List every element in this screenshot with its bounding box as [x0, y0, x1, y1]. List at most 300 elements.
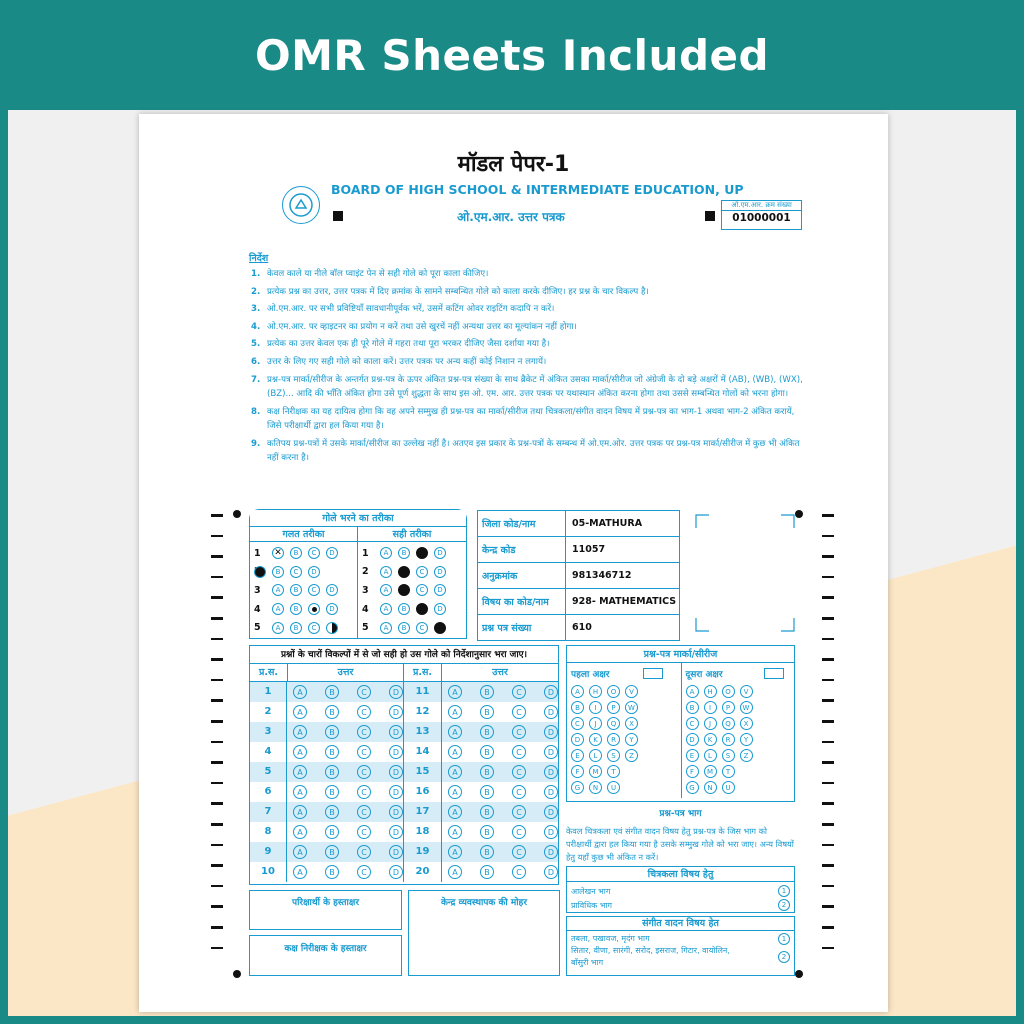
series-bubble[interactable]: X: [625, 717, 638, 730]
drawing-item: [571, 884, 790, 898]
series-bubble[interactable]: C: [686, 717, 699, 730]
question-number: 17: [404, 802, 442, 822]
answer-bubble[interactable]: C: [357, 705, 371, 719]
instruction-text: ओ.एम.आर. पर सभी प्रविष्टियाँ सावधानीपूर्वक भरें, उसमें कटिंग ओवर राइटिंग कदापि न करें।: [267, 304, 555, 315]
photo-frame: [695, 514, 795, 632]
fill-example-row: [362, 600, 462, 619]
answer-bubble[interactable]: D: [544, 745, 558, 759]
timing-mark: [822, 658, 834, 661]
answer-bubble[interactable]: A: [448, 705, 462, 719]
answer-bubble[interactable]: C: [357, 865, 371, 879]
series-bubble[interactable]: S: [607, 749, 620, 762]
timing-mark: [822, 782, 834, 785]
series-bubble[interactable]: Q: [722, 717, 735, 730]
series-bubble[interactable]: J: [589, 717, 602, 730]
series-bubble[interactable]: I: [704, 701, 717, 714]
fill-example-row: [362, 581, 462, 600]
timing-mark: [822, 535, 834, 538]
series-spacer: [740, 781, 753, 794]
fill-example-bubble: B: [290, 622, 302, 634]
series-bubble[interactable]: R: [722, 733, 735, 746]
info-label: विषय का कोड/नाम: [478, 589, 566, 615]
board-name: BOARD OF HIGH SCHOOL & INTERMEDIATE EDUCATION, UP: [331, 182, 744, 197]
fill-example-number: 4: [254, 603, 261, 615]
series-bubble[interactable]: I: [589, 701, 602, 714]
answer-bubble[interactable]: B: [480, 785, 494, 799]
timing-mark: [822, 823, 834, 826]
instruction-text: कक्ष निरीक्षक का यह दायित्व होगा कि वह अपने सम्मुख ही प्रश्न-पत्र का मार्का/सीरीज तथा चित्रकला/संगीत वादन विषय में प्रश्न-पत्र का भाग-1 अथवा भाग-2 अंकित करायें, जिसे परीक्षार्थी द्वारा हल किया गया है।: [267, 406, 795, 431]
series-bubble[interactable]: Z: [625, 749, 638, 762]
question-number: 7: [250, 802, 287, 822]
fill-example-bubble: B: [290, 547, 302, 559]
question-row: [250, 862, 403, 882]
question-number: 4: [250, 742, 287, 762]
answer-bubble[interactable]: D: [389, 825, 403, 839]
music-item-1: तबला, पखावज, मृदंग भाग: [571, 934, 650, 943]
timing-mark: [211, 658, 223, 661]
question-row: [250, 822, 403, 842]
instruction-item: [251, 355, 811, 369]
info-label: जिला कोड/नाम: [478, 511, 566, 537]
fill-example-bubble: A: [272, 603, 284, 615]
series-bubble[interactable]: M: [589, 765, 602, 778]
answers-column-left: [250, 664, 404, 882]
series-bubble[interactable]: U: [607, 781, 620, 794]
series-bubble[interactable]: S: [722, 749, 735, 762]
answer-bubble[interactable]: D: [389, 865, 403, 879]
fill-example-bubble: D: [326, 603, 338, 615]
answer-bubble[interactable]: D: [389, 745, 403, 759]
info-label: प्रश्न पत्र संख्या: [478, 615, 566, 641]
a-col-label: उत्तर: [288, 664, 403, 681]
drawing-item-label: आलेखन भाग: [571, 886, 611, 896]
fill-example-row: [254, 581, 353, 600]
series-bubble[interactable]: P: [722, 701, 735, 714]
answer-bubble[interactable]: D: [389, 845, 403, 859]
series-bubble[interactable]: Z: [740, 749, 753, 762]
instruction-text: केवल काले या नीले बॉल प्वाइंट पेन से सही गोले को पूरा काला कीजिए।: [267, 269, 489, 279]
answer-bubble[interactable]: B: [480, 865, 494, 879]
instruction-item: [251, 267, 811, 281]
fill-example-bubble: D: [326, 547, 338, 559]
answer-bubble[interactable]: B: [480, 805, 494, 819]
serial-box: [721, 200, 802, 230]
series-bubble[interactable]: O: [607, 685, 620, 698]
corner-dot: [233, 510, 241, 518]
answer-bubble[interactable]: B: [325, 705, 339, 719]
answer-bubble[interactable]: A: [293, 685, 307, 699]
series-bubble[interactable]: F: [571, 765, 584, 778]
invigilator-signature-box[interactable]: [249, 935, 402, 976]
serial-value: 01000001: [732, 212, 791, 224]
fill-example-number: 2: [362, 566, 369, 578]
music-part-2-bubble[interactable]: 2: [778, 951, 790, 963]
banner: [0, 0, 1024, 110]
answer-bubble[interactable]: C: [512, 785, 526, 799]
answer-bubble[interactable]: A: [293, 785, 307, 799]
fill-example-bubble: [416, 547, 428, 559]
answer-bubble[interactable]: B: [480, 745, 494, 759]
instruction-item: [251, 373, 811, 402]
series-bubble[interactable]: F: [686, 765, 699, 778]
answer-bubble[interactable]: D: [544, 805, 558, 819]
fill-example-bubble: [398, 566, 410, 578]
series-bubble[interactable]: B: [686, 701, 699, 714]
timing-mark: [822, 885, 834, 888]
answer-bubble[interactable]: B: [325, 765, 339, 779]
corner-dot: [795, 970, 803, 978]
instruction-text: प्रश्न-पत्र मार्का/सीरीज के अन्तर्गत प्रश्न-पत्र के ऊपर अंकित प्रश्न-पत्र संख्या के साथ ब्रैकेट में अंकित उसका मार्का/सीरीज जो अंग्रेजी के दो बड़े अक्षरों में (AB), (WB), (WX), (BZ)... आदि की भाँति अंकित होगा उसे पूर्ण शुद्धता के साथ इस ओ. एम. आर. उत्तर पत्रक पर यथास्थान अंकित करना होगा तथा उससे सम्बन्धित गोलों को भरना होगा।: [267, 374, 803, 399]
drawing-part-bubble[interactable]: 2: [778, 899, 790, 911]
question-row: [404, 782, 558, 802]
answer-bubble[interactable]: C: [357, 685, 371, 699]
series-first-column: [567, 663, 681, 798]
answer-bubble[interactable]: C: [512, 685, 526, 699]
series-bubble[interactable]: N: [704, 781, 717, 794]
fill-example-bubble: A: [380, 603, 392, 615]
center-stamp-box[interactable]: [408, 890, 560, 976]
question-row: [250, 782, 403, 802]
series-bubble[interactable]: T: [722, 765, 735, 778]
info-value[interactable]: 610: [566, 615, 680, 641]
first-letter-box[interactable]: [643, 668, 663, 679]
timing-mark: [822, 699, 834, 702]
series-bubble[interactable]: B: [571, 701, 584, 714]
answer-bubble[interactable]: D: [544, 725, 558, 739]
question-row: [404, 742, 558, 762]
series-bubble[interactable]: E: [686, 749, 699, 762]
question-number: 1: [250, 682, 287, 702]
q-col-label: प्र.स.: [404, 664, 442, 681]
fill-example-bubble: C: [308, 584, 320, 596]
answer-bubble[interactable]: D: [389, 685, 403, 699]
answer-bubble[interactable]: B: [325, 845, 339, 859]
info-value[interactable]: 05-MATHURA: [566, 511, 680, 537]
answers-heading: प्रश्नों के चारों विकल्पों में से जो सही हो उस गोले को निर्देशानुसार भरा जाए।: [250, 646, 558, 664]
answer-bubble[interactable]: A: [448, 845, 462, 859]
answers-box: [249, 645, 559, 885]
answer-bubble[interactable]: B: [325, 785, 339, 799]
instruction-number: 9.: [251, 438, 261, 449]
timing-mark: [211, 782, 223, 785]
answer-bubble[interactable]: D: [544, 785, 558, 799]
series-bubble[interactable]: O: [722, 685, 735, 698]
center-stamp-label: केन्द्र व्यवस्थापक की मोहर: [440, 898, 528, 908]
answer-bubble[interactable]: D: [544, 705, 558, 719]
timing-mark: [211, 844, 223, 847]
fill-example-bubble: A: [380, 547, 392, 559]
timing-mark: [211, 720, 223, 723]
timing-mark: [211, 514, 223, 517]
series-bubble[interactable]: L: [589, 749, 602, 762]
question-row: [250, 762, 403, 782]
instruction-text: उत्तर के लिए गए सही गोले को काला करें। उत्तर पत्रक पर अन्य कहीं कोई निशान न लगायें।: [267, 356, 547, 367]
timing-mark: [822, 596, 834, 599]
part-section: [566, 806, 795, 864]
answer-bubble[interactable]: A: [293, 705, 307, 719]
instruction-text: प्रत्येक प्रश्न का उत्तर, उत्तर पत्रक में दिए क्रमांक के सामने सम्बन्धित गोले को काला करके दीजिए। हर प्रश्न के चार विकल्प है।: [267, 286, 649, 297]
corner-dot: [795, 510, 803, 518]
series-bubble[interactable]: Q: [607, 717, 620, 730]
info-value[interactable]: 981346712: [566, 563, 680, 589]
fill-example-bubble: C: [416, 566, 428, 578]
a-col-label: उत्तर: [442, 664, 558, 681]
series-title: प्रश्न-पत्र मार्का/सीरीज: [567, 646, 794, 663]
banner-title: OMR Sheets Included: [254, 30, 770, 80]
instruction-number: 7.: [251, 374, 261, 385]
fill-example-bubble: D: [326, 584, 338, 596]
answer-bubble[interactable]: B: [480, 845, 494, 859]
music-part-1-bubble[interactable]: 1: [778, 933, 790, 945]
fill-example-row: [254, 600, 353, 619]
answer-bubble[interactable]: C: [357, 725, 371, 739]
answer-bubble[interactable]: B: [325, 725, 339, 739]
series-bubble[interactable]: V: [740, 685, 753, 698]
answer-bubble[interactable]: B: [480, 705, 494, 719]
answer-bubble[interactable]: A: [448, 725, 462, 739]
fill-example-bubble: B: [290, 603, 302, 615]
series-bubble[interactable]: N: [589, 781, 602, 794]
timing-mark: [211, 638, 223, 641]
answer-bubble[interactable]: B: [480, 765, 494, 779]
answer-bubble[interactable]: A: [448, 785, 462, 799]
info-value[interactable]: 11057: [566, 537, 680, 563]
timing-mark: [211, 885, 223, 888]
answer-bubble[interactable]: C: [357, 805, 371, 819]
series-bubble[interactable]: H: [704, 685, 717, 698]
fill-example-bubble: C: [308, 622, 320, 634]
series-bubble[interactable]: E: [571, 749, 584, 762]
second-letter-box[interactable]: [764, 668, 784, 679]
timing-mark: [822, 905, 834, 908]
series-bubble[interactable]: Y: [625, 733, 638, 746]
fill-example-number: 1: [254, 547, 261, 559]
fill-example-bubble: [326, 622, 338, 634]
drawing-box: [566, 866, 795, 913]
question-number: 15: [404, 762, 442, 782]
answer-bubble[interactable]: C: [512, 845, 526, 859]
fill-example-row: [362, 618, 462, 637]
fill-example-row: [254, 618, 353, 637]
series-bubble[interactable]: A: [571, 685, 584, 698]
question-number: 8: [250, 822, 287, 842]
instruction-number: 5.: [251, 339, 261, 350]
second-letter-label: दूसरा अक्षर: [685, 670, 723, 680]
timing-mark: [211, 947, 223, 950]
answer-bubble[interactable]: A: [293, 745, 307, 759]
question-number: 5: [250, 762, 287, 782]
timing-mark: [211, 926, 223, 929]
series-bubble[interactable]: Y: [740, 733, 753, 746]
fill-example-bubble: D: [434, 584, 446, 596]
series-bubble[interactable]: K: [589, 733, 602, 746]
answer-bubble[interactable]: B: [325, 865, 339, 879]
instructions-heading: निर्देश: [249, 253, 269, 264]
answer-bubble[interactable]: A: [293, 725, 307, 739]
question-row: [250, 682, 403, 702]
info-row: [478, 537, 680, 563]
fill-example-bubble: [254, 566, 266, 578]
info-value[interactable]: 928- MATHEMATICS: [566, 589, 680, 615]
instruction-number: 2.: [251, 286, 261, 297]
series-bubble[interactable]: J: [704, 717, 717, 730]
board-logo-icon: [282, 186, 320, 224]
fill-example-row: [254, 544, 353, 563]
series-bubble[interactable]: G: [571, 781, 584, 794]
question-row: [404, 722, 558, 742]
info-row: [478, 615, 680, 641]
series-second-column: [681, 663, 795, 798]
answer-bubble[interactable]: A: [448, 825, 462, 839]
series-bubble[interactable]: W: [625, 701, 638, 714]
series-bubble[interactable]: K: [704, 733, 717, 746]
answer-bubble[interactable]: B: [325, 805, 339, 819]
timing-mark: [211, 761, 223, 764]
instructions-list: [251, 267, 811, 469]
drawing-part-bubble[interactable]: 1: [778, 885, 790, 897]
answer-bubble[interactable]: D: [389, 705, 403, 719]
student-signature-box[interactable]: [249, 890, 402, 930]
question-row: [250, 842, 403, 862]
answer-bubble[interactable]: C: [357, 765, 371, 779]
question-number: 20: [404, 862, 442, 882]
answer-bubble[interactable]: A: [293, 845, 307, 859]
answer-bubble[interactable]: C: [512, 825, 526, 839]
timing-mark: [211, 596, 223, 599]
timing-mark: [822, 720, 834, 723]
answer-bubble[interactable]: B: [325, 685, 339, 699]
timing-mark: [211, 535, 223, 538]
registration-mark: [333, 211, 343, 221]
fill-example-number: 5: [254, 622, 261, 634]
instruction-number: 4.: [251, 321, 261, 332]
fill-example-number: 3: [362, 584, 369, 596]
series-bubble[interactable]: U: [722, 781, 735, 794]
answer-bubble[interactable]: D: [544, 825, 558, 839]
answer-bubble[interactable]: C: [512, 705, 526, 719]
answer-bubble[interactable]: D: [389, 805, 403, 819]
fill-example-bubble: A: [272, 584, 284, 596]
answer-bubble[interactable]: C: [512, 745, 526, 759]
series-bubble[interactable]: H: [589, 685, 602, 698]
question-row: [250, 702, 403, 722]
series-bubble[interactable]: M: [704, 765, 717, 778]
timing-mark: [822, 576, 834, 579]
question-number: 9: [250, 842, 287, 862]
timing-mark: [822, 926, 834, 929]
fill-example-bubble: C: [308, 547, 320, 559]
series-bubble[interactable]: A: [686, 685, 699, 698]
answer-bubble[interactable]: C: [512, 805, 526, 819]
instruction-item: [251, 285, 811, 299]
answer-bubble[interactable]: B: [325, 825, 339, 839]
timing-mark: [211, 555, 223, 558]
instruction-number: 1.: [251, 269, 261, 279]
fill-example-bubble: [434, 622, 446, 634]
answer-bubble[interactable]: D: [389, 785, 403, 799]
fill-example-bubble: [416, 603, 428, 615]
serial-label: ओ.एम.आर. क्रम संख्या: [722, 201, 801, 211]
question-row: [404, 682, 558, 702]
series-bubble[interactable]: P: [607, 701, 620, 714]
timing-mark: [822, 864, 834, 867]
series-bubble[interactable]: X: [740, 717, 753, 730]
answer-bubble[interactable]: A: [448, 805, 462, 819]
timing-mark: [822, 741, 834, 744]
answer-bubble[interactable]: D: [389, 725, 403, 739]
question-row: [404, 802, 558, 822]
series-bubble[interactable]: G: [686, 781, 699, 794]
question-number: 11: [404, 682, 442, 702]
answer-bubble[interactable]: D: [544, 845, 558, 859]
series-bubble[interactable]: D: [686, 733, 699, 746]
timing-mark: [211, 699, 223, 702]
answer-bubble[interactable]: D: [389, 765, 403, 779]
right-method-column: [358, 542, 466, 639]
fill-example-bubble: A: [272, 622, 284, 634]
question-row: [250, 802, 403, 822]
invigilator-signature-label: कक्ष निरीक्षक के हस्ताक्षर: [284, 944, 367, 954]
answer-bubble[interactable]: C: [357, 825, 371, 839]
answer-bubble[interactable]: A: [293, 805, 307, 819]
timing-mark: [822, 514, 834, 517]
fill-example-bubble: [398, 584, 410, 596]
series-bubble[interactable]: L: [704, 749, 717, 762]
answer-bubble[interactable]: D: [544, 685, 558, 699]
answer-bubble[interactable]: C: [512, 865, 526, 879]
series-box: [566, 645, 795, 802]
answer-bubble[interactable]: B: [480, 685, 494, 699]
fill-example-number: 1: [362, 547, 369, 559]
question-number: 10: [250, 862, 287, 882]
series-bubble[interactable]: R: [607, 733, 620, 746]
question-row: [404, 702, 558, 722]
timing-mark: [211, 617, 223, 620]
answer-bubble[interactable]: D: [544, 765, 558, 779]
sheet-title: मॉडल पेपर-1: [457, 152, 570, 177]
instruction-item: [251, 405, 811, 434]
fill-example-bubble: A: [380, 566, 392, 578]
series-bubble[interactable]: T: [607, 765, 620, 778]
series-bubble[interactable]: C: [571, 717, 584, 730]
series-bubble[interactable]: W: [740, 701, 753, 714]
answer-bubble[interactable]: A: [448, 865, 462, 879]
answer-bubble[interactable]: A: [448, 685, 462, 699]
answer-bubble[interactable]: C: [512, 725, 526, 739]
right-method-label: सही तरीका: [358, 527, 466, 541]
answer-bubble[interactable]: C: [357, 745, 371, 759]
answer-bubble[interactable]: A: [293, 825, 307, 839]
answer-bubble[interactable]: A: [448, 745, 462, 759]
answer-bubble[interactable]: C: [512, 765, 526, 779]
answer-bubble[interactable]: A: [448, 765, 462, 779]
series-bubble[interactable]: V: [625, 685, 638, 698]
answer-bubble[interactable]: B: [480, 825, 494, 839]
answer-bubble[interactable]: D: [544, 865, 558, 879]
answer-bubble[interactable]: B: [480, 725, 494, 739]
drawing-title: चित्रकला विषय हेतु: [567, 867, 794, 882]
answer-bubble[interactable]: C: [357, 845, 371, 859]
answer-bubble[interactable]: C: [357, 785, 371, 799]
fill-example-bubble: D: [434, 547, 446, 559]
series-bubble[interactable]: D: [571, 733, 584, 746]
question-number: 13: [404, 722, 442, 742]
answer-bubble[interactable]: B: [325, 745, 339, 759]
instruction-item: [251, 302, 811, 316]
fill-method-box: [249, 509, 467, 639]
answer-bubble[interactable]: A: [293, 865, 307, 879]
answer-bubble[interactable]: A: [293, 765, 307, 779]
